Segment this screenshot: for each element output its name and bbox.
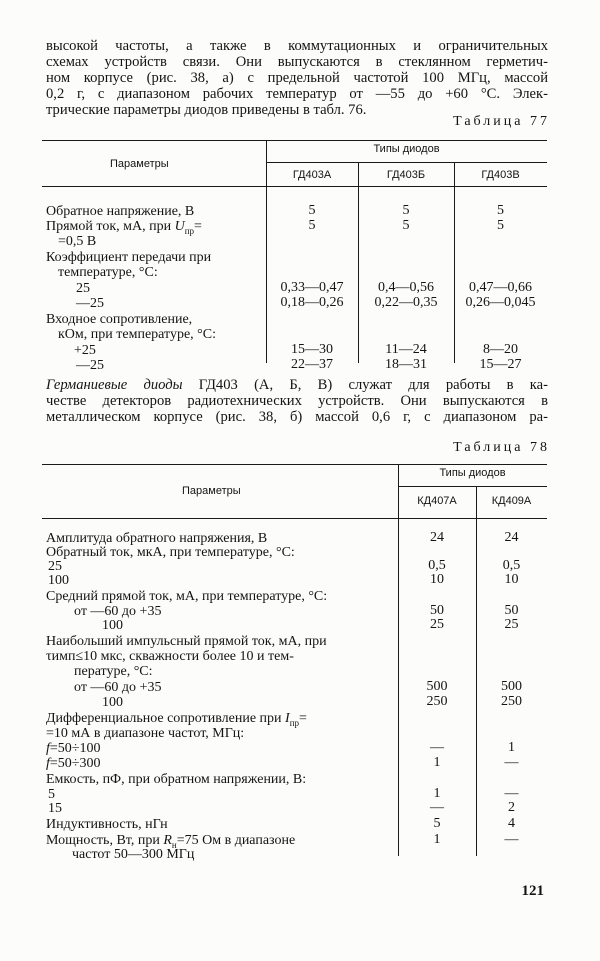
- table-77-sub-rule: [266, 162, 547, 163]
- table-77-types-header: Типы диодов: [373, 143, 440, 155]
- table-77-cell: 18—31: [385, 357, 427, 372]
- math-symbol: I: [285, 711, 290, 726]
- table-78-cell: —: [430, 800, 444, 815]
- table-78-cell: 500: [501, 679, 522, 694]
- table-77-col-header: ГД403Б: [386, 169, 426, 181]
- table-78-row-label: Индуктивность, нГн: [46, 817, 168, 832]
- table-78-types-header: Типы диодов: [439, 467, 506, 479]
- table-78-row-label: Дифференциальное сопротивление при $I_{пр}=$: [46, 711, 307, 728]
- table-78-cell: 5: [433, 816, 441, 831]
- table-77-cell: 5: [497, 203, 504, 218]
- table-78-sub-rule: [398, 486, 547, 487]
- table-78-row-label: от —60 до +35: [74, 680, 162, 695]
- table-78-cell: 25: [504, 617, 519, 632]
- table-78-row-label: Средний прямой ток, мА, при температуре, °С:: [46, 589, 328, 604]
- table-78-row-label: Мощность, Вт, при $R_н=75$ Ом в диапазоне: [46, 833, 296, 850]
- table-78-row-label: 100: [102, 618, 123, 633]
- table-78-cell: —: [504, 832, 519, 847]
- middle-line: честве детекторов радиотехнических устройств. Они выпускаются в: [46, 393, 548, 409]
- table-77-cell: 0,47—0,66: [469, 280, 532, 295]
- table-78-caption: Таблица 78: [453, 440, 550, 455]
- table-78-cell: 50: [430, 603, 444, 618]
- table-77-col-header: ГД403А: [292, 169, 332, 181]
- table-78-cell: 25: [430, 617, 444, 632]
- table-78-cell: 500: [426, 679, 448, 694]
- table-77-cell: 0,18—0,26: [280, 295, 344, 310]
- italic-lead: Германиевые диоды: [46, 377, 183, 393]
- math-symbol: R: [163, 833, 172, 848]
- table-77-cell: 5: [402, 203, 410, 218]
- intro-line: трические параметры диодов приведены в табл. 76.: [46, 102, 367, 118]
- table-77-row-label: 25: [76, 281, 90, 296]
- table-78-col-header: КД407А: [417, 495, 457, 507]
- table-77-row-label: +25: [74, 343, 96, 358]
- table-78-header-rule: [42, 518, 547, 519]
- table-77-cell: 0,26—0,045: [465, 295, 536, 310]
- table-77-vline: [454, 162, 455, 363]
- middle-line: [46, 377, 548, 393]
- math-subscript: пр: [289, 717, 300, 728]
- table-77-cell: 0,4—0,56: [378, 280, 434, 295]
- table-77-row-label: Обратное напряжение, В: [46, 204, 195, 219]
- table-78-col-header: КД409А: [491, 495, 532, 507]
- table-78-row-label: =10 мА в диапазоне частот, МГц:: [46, 726, 245, 741]
- table-78-row-label: 100: [48, 573, 69, 588]
- page-number: 121: [521, 883, 544, 899]
- table-77-row-label: —25: [76, 358, 104, 373]
- table-77-cell: 5: [308, 203, 316, 218]
- table-77-cell: 5: [402, 218, 410, 233]
- table-77-row-label: =0,5 В: [58, 234, 97, 249]
- table-78-row-label: Обратный ток, мкА, при температуре, °С:: [46, 545, 295, 560]
- table-78-cell: —: [504, 786, 519, 801]
- table-78-row-label: Наибольший импульсный прямой ток, мА, при: [46, 634, 327, 649]
- table-78-cell: 2: [508, 800, 515, 815]
- intro-line: 0,2 г, с диапазоном рабочих температур от —55 до +60 °С. Элек-: [46, 86, 548, 102]
- table-78-row-label: от —60 до +35: [74, 604, 162, 619]
- table-78-cell: 50: [504, 603, 519, 618]
- table-78-row-label: 15: [48, 801, 62, 816]
- table-77-row-label: температуре, °С:: [58, 265, 158, 280]
- math-symbol: f: [46, 741, 50, 756]
- table-77-cell: 22—37: [291, 357, 333, 372]
- table-77-cell: 11—24: [385, 342, 427, 357]
- table-77-col-header: ГД403В: [481, 169, 520, 181]
- table-78-cell: 4: [508, 816, 515, 831]
- table-78-row-label: Амплитуда обратного напряжения, В: [46, 531, 268, 546]
- math-subscript: пр: [184, 225, 195, 236]
- math-symbol: f: [46, 756, 50, 771]
- table-78-row-label: Емкость, пФ, при обратном напряжении, В:: [46, 772, 307, 787]
- table-78-row-label: 100: [102, 695, 123, 710]
- table-78-row-label: f=50÷100: [46, 741, 101, 756]
- table-77-caption: Таблица 77: [453, 114, 550, 129]
- table-78-cell: 24: [430, 530, 444, 545]
- table-77-cell: 15—30: [291, 342, 333, 357]
- table-78-cell: 1: [433, 755, 441, 770]
- middle-line-rest: ГД403 (А, Б, В) служат для работы в ка-: [182, 377, 548, 393]
- table-78-cell: 250: [501, 694, 522, 709]
- table-78-cell: 10: [504, 572, 519, 587]
- table-78-cell: 1: [433, 786, 441, 801]
- table-78-row-label: 25: [48, 559, 62, 574]
- table-78-cell: 24: [504, 530, 519, 545]
- table-78-row-label: f=50÷300: [46, 756, 101, 771]
- table-77-row-label: кОм, при температуре, °С:: [58, 327, 216, 342]
- table-78-cell: 1: [433, 832, 441, 847]
- table-77-params-header: Параметры: [110, 158, 169, 170]
- table-77-top-rule: [42, 140, 547, 141]
- table-78-cell: 10: [430, 572, 444, 587]
- table-77-row-label: Коэффициент передачи при: [46, 250, 212, 265]
- table-78-cell: 1: [508, 740, 515, 755]
- table-78-params-header: Параметры: [182, 485, 241, 497]
- table-77-cell: 0,33—0,47: [280, 280, 344, 295]
- table-78-cell: —: [430, 740, 444, 755]
- table-78-top-rule: [42, 464, 547, 465]
- table-77-vline: [358, 162, 359, 363]
- table-77-row-label: Входное сопротивление,: [46, 312, 193, 327]
- table-78-cell: —: [504, 755, 519, 770]
- intro-line: высокой частоты, а также в коммутационных и ограничительных: [46, 38, 548, 54]
- table-77-cell: 5: [497, 218, 504, 233]
- table-77-row-label: —25: [76, 296, 104, 311]
- table-77-cell: 5: [308, 218, 316, 233]
- table-77-header-rule: [42, 186, 547, 187]
- table-77-row-label: Прямой ток, мА, при $U_{пр}=$: [46, 219, 202, 236]
- intro-line: схемах устройств связи. Они выпускаются в стеклянном герметич-: [46, 54, 548, 70]
- table-78-row-label: пературе, °С:: [74, 664, 153, 679]
- table-78-cell: 0,5: [428, 558, 446, 573]
- table-77-cell: 0,22—0,35: [374, 295, 438, 310]
- table-78-row-label: τимп≤10 мкс, скважности более 10 и тем-: [46, 649, 294, 664]
- math-symbol: U: [174, 219, 185, 234]
- table-78-row-label: частот 50—300 МГц: [72, 847, 195, 862]
- middle-line: металлическом корпусе (рис. 38, б) массой 0,6 г, с диапазоном ра-: [46, 409, 548, 425]
- table-78-row-label: 5: [48, 787, 55, 802]
- table-77-cell: 15—27: [479, 357, 522, 372]
- intro-line: ном корпусе (рис. 38, а) с предельной частотой 100 МГц, массой: [46, 70, 548, 86]
- table-77-cell: 8—20: [483, 342, 518, 357]
- math-subscript: н: [171, 839, 177, 850]
- table-78-cell: 250: [426, 694, 448, 709]
- table-78-cell: 0,5: [502, 558, 521, 573]
